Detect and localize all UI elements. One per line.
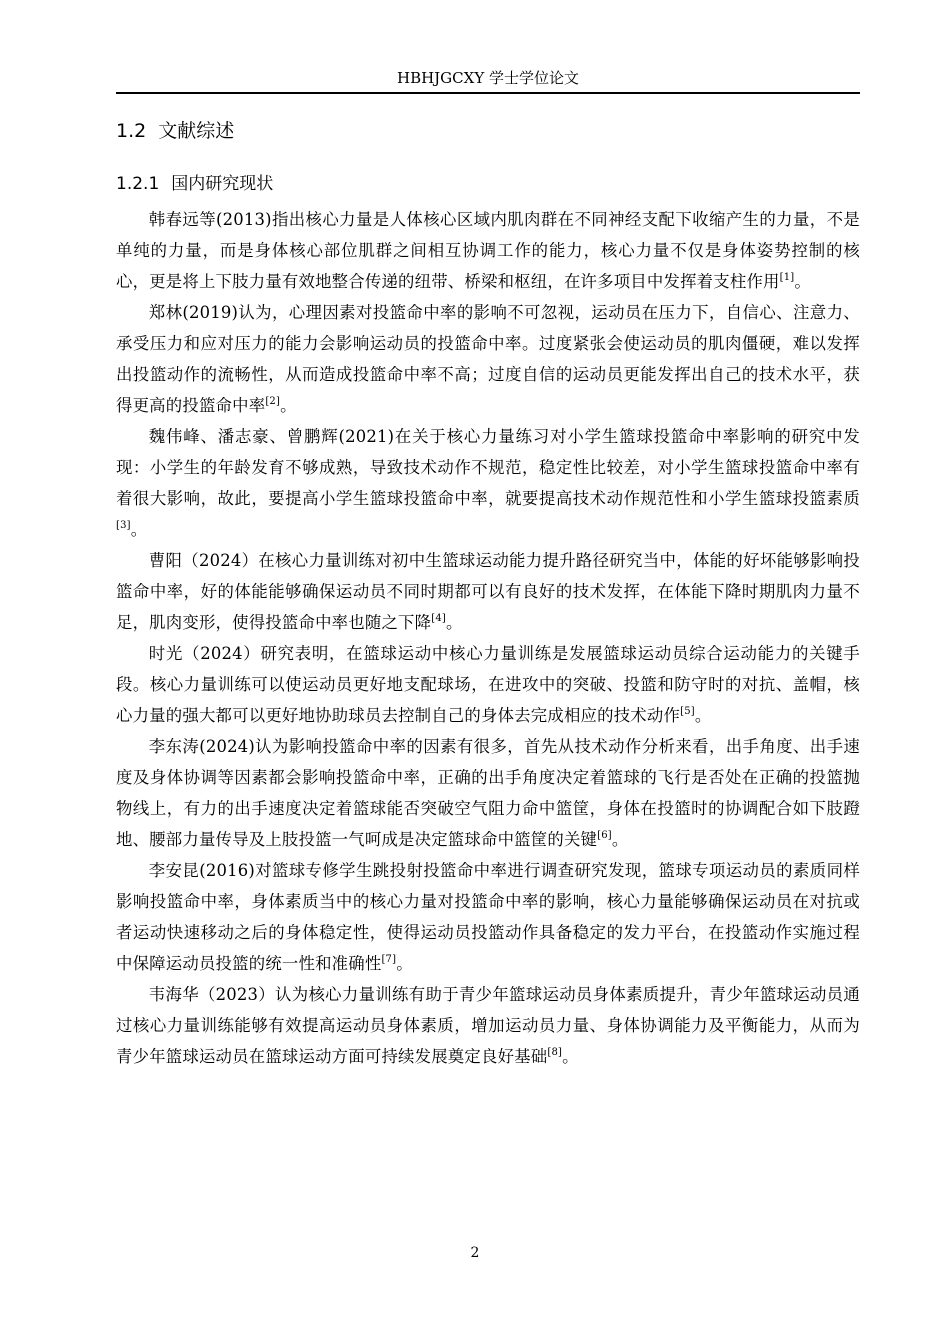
citation: [8] [547,1047,563,1058]
paragraph [116,545,860,638]
section-heading [116,116,234,146]
citation: [3] [116,520,131,531]
paragraph [116,421,860,545]
paragraph [116,638,860,731]
paragraph-end: 。 [280,396,297,415]
header-rule [116,92,860,94]
section-number: 1.2 [116,120,147,142]
subsection-number: 1.2.1 [116,174,160,194]
paragraph-text: 魏伟峰、潘志豪、曾鹏辉(2021)在关于核心力量练习对小学生篮球投篮命中率影响的研究中发现：小学生的年龄发育不够成熟，导致技术动作不规范，稳定性比较差，对小学生篮球投篮命中率有着很大影响，故此，要提高小学生篮球投篮命中率，就要提高技术动作规范性和小学生篮球投篮素质 [116,427,860,508]
paragraph-text: 李东涛(2024)认为影响投篮命中率的因素有很多，首先从技术动作分析来看，出手角度、出手速度及身体协调等因素都会影响投篮命中率，正确的出手角度决定着篮球的飞行是否处在正确的投篮抛物线上，有力的出手速度决定着篮球能否突破空气阻力命中篮筐，身体在投篮时的协调配合如下肢蹬地、腰部力量传导及上肢投篮一气呵成是决定篮球命中篮筐的关键 [116,737,860,849]
citation: [5] [680,706,695,717]
paragraph-end: 。 [446,613,463,632]
running-header: HBHJGCXY 学士学位论文 [396,69,579,87]
paragraph-text: 李安昆(2016)对篮球专修学生跳投射投篮命中率进行调查研究发现，篮球专项运动员的素质同样影响投篮命中率，身体素质当中的核心力量对投篮命中率的影响，核心力量能够确保运动员在对抗或者运动快速移动之后的身体稳定性，使得运动员投篮动作具备稳定的发力平台，在投篮动作实施过程中保障运动员投篮的统一性和准确性 [116,861,860,973]
section-title: 文献综述 [158,120,235,142]
citation: [2] [265,396,281,407]
paragraph-end: 。 [562,1047,579,1066]
paragraph [116,979,860,1072]
paragraph-text: 曹阳（2024）在核心力量训练对初中生篮球运动能力提升路径研究当中，体能的好坏能够影响投篮命中率，好的体能能够确保运动员不同时期都可以有良好的技术发挥，在体能下降时期肌肉力量不足，肌肉变形，使得投篮命中率也随之下降 [116,551,860,632]
paragraph [116,855,860,979]
paragraph [116,731,860,855]
citation: [7] [381,954,397,965]
paragraph-end: 。 [130,520,148,539]
page-number: 2 [470,1245,480,1261]
paragraph-end: 。 [794,272,811,291]
paragraph-text: 韦海华（2023）认为核心力量训练有助于青少年篮球运动员身体素质提升，青少年篮球运动员通过核心力量训练能够有效提高运动员身体素质，增加运动员力量、身体协调能力及平衡能力，从而为青少年篮球运动员在篮球运动方面可持续发展奠定良好基础 [116,985,860,1066]
paragraph-text: 时光（2024）研究表明，在篮球运动中核心力量训练是发展篮球运动员综合运动能力的关键手段。核心力量训练可以使运动员更好地支配球场，在进攻中的突破、投篮和防守时的对抗、盖帽，核心力量的强大都可以更好地协助球员去控制自己的身体去完成相应的技术动作 [116,644,860,725]
citation: [1] [779,272,795,283]
paragraph-end: 。 [611,830,629,849]
citation: [6] [597,830,612,841]
paragraph-text: 郑林(2019)认为，心理因素对投篮命中率的影响不可忽视，运动员在压力下，自信心、注意力、承受压力和应对压力的能力会影响运动员的投篮命中率。过度紧张会使运动员的肌肉僵硬，难以发挥出投篮动作的流畅性，从而造成投篮命中率不高；过度自信的运动员更能发挥出自己的技术水平，获得更高的投篮命中率 [116,303,860,415]
subsection-heading [116,170,273,198]
paragraph-text: 韩春远等(2013)指出核心力量是人体核心区域内肌肉群在不同神经支配下收缩产生的力量，不是单纯的力量，而是身体核心部位肌群之间相互协调工作的能力，核心力量不仅是身体姿势控制的核心，更是将上下肢力量有效地整合传递的纽带、桥梁和枢纽，在许多项目中发挥着支柱作用 [116,210,860,291]
citation: [4] [431,613,446,624]
paragraph [116,204,860,297]
subsection-title: 国内研究现状 [171,174,274,194]
paragraph [116,297,860,421]
body-text [116,204,860,1072]
paragraph-end: 。 [396,954,413,973]
paragraph-end: 。 [694,706,712,725]
